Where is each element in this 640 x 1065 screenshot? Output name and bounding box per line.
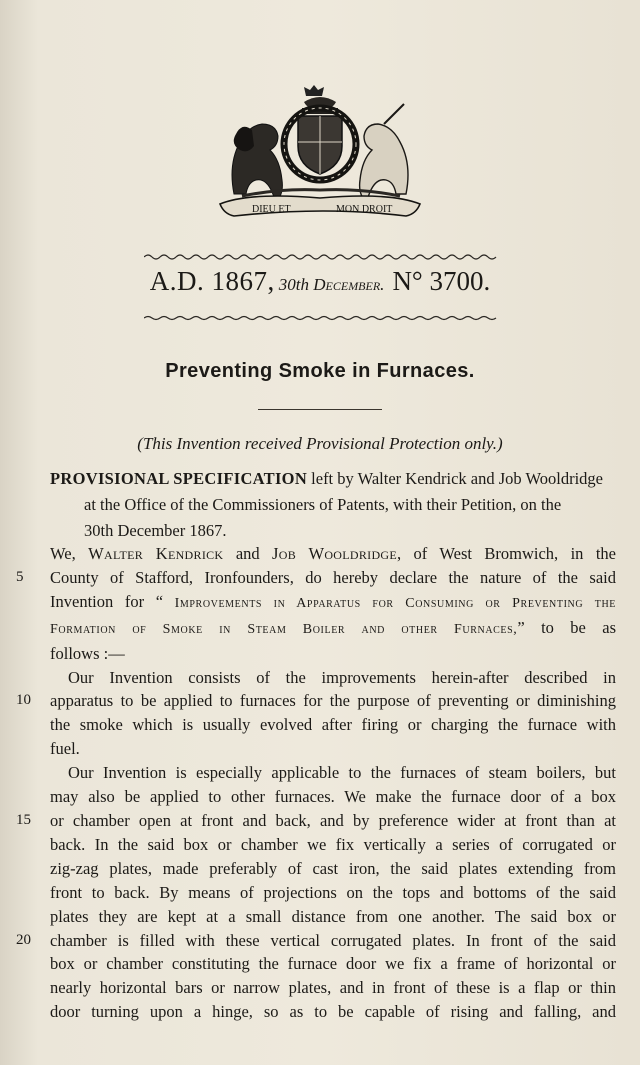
body-text: the smoke which is usually evolved after firing or charging the furnace with (50, 715, 616, 735)
body-text: Job Wooldridge (272, 544, 398, 563)
line-number: 20 (16, 931, 31, 948)
prov-line-2: at the Office of the Commissioners of Patents, with their Petition, on the (84, 495, 562, 514)
body-text: Walter Kendrick (88, 544, 224, 563)
motto-right: MON DROIT (336, 204, 393, 215)
body-line (50, 666, 616, 690)
body-line (50, 737, 616, 761)
body-line (50, 542, 616, 566)
body-text: or chamber open at front and back, and by preference wider at front than at (50, 810, 616, 830)
body-text: door turning upon a hinge, so as to be capable of rising and falling, and (50, 1002, 616, 1022)
body-line (50, 976, 616, 1000)
body-text: zig-zag plates, made preferably of cast iron, the said plates extending from (50, 858, 616, 878)
body-line (50, 905, 616, 929)
body-line (50, 761, 616, 785)
line-number: 15 (16, 811, 31, 828)
body-text: fuel. (50, 739, 80, 759)
body-line (16, 929, 616, 953)
body-line (16, 689, 616, 713)
header-bottom-rule (144, 314, 500, 322)
body-text: We, (50, 544, 89, 563)
prov-line-1-text: left by Walter Kendrick and Job Wooldridge (307, 469, 603, 488)
line-number: 5 (16, 568, 24, 585)
body-text: front to back. By means of projections on the tops and bottoms of the said (50, 882, 616, 902)
body-text: Formation of Smoke in Steam Boiler and other Furnaces, (50, 621, 518, 637)
body-text: Improvements in Apparatus for Consuming or Preventing the (174, 595, 616, 611)
provisional-specification-heading (50, 466, 616, 544)
body-text: ” to be as (517, 617, 616, 637)
prov-line-3: 30th December 1867. (84, 521, 227, 540)
body-text: and (223, 544, 273, 563)
body-text: nearly horizontal bars or narrow plates, and in front of these is a flap or thin (50, 978, 616, 998)
body-text: plates they are kept at a small distance from one another. The said box or (50, 906, 616, 926)
body-line (50, 1000, 616, 1024)
body-line (50, 642, 616, 666)
body-text: may also be applied to other furnaces. We make the furnace door of a box (50, 787, 616, 807)
date-month: December. (313, 275, 385, 294)
body-line (50, 833, 616, 857)
protection-note: (This Invention received Provisional Protection only.) (137, 434, 503, 453)
body-text: Invention for “ (50, 591, 175, 611)
body-line (50, 952, 616, 976)
date (279, 275, 385, 294)
header-top-rule (144, 253, 498, 261)
royal-coat-of-arms (212, 84, 428, 220)
line-number: 10 (16, 692, 31, 709)
motto-left: DIEU ET (252, 204, 291, 215)
body-text: back. In the said box or chamber we fix vertically a series of corrugated or (50, 834, 616, 854)
body-line (50, 881, 616, 905)
body-line (50, 857, 616, 881)
prov-lead: PROVISIONAL SPECIFICATION (50, 469, 308, 488)
body-line (16, 809, 616, 833)
body-text: box or chamber constituting the furnace door we fix a frame of horizontal or (50, 954, 616, 974)
body-text: chamber is filled with these vertical corrugated plates. In front of the said (50, 930, 616, 950)
body-text: apparatus to be applied to furnaces for the purpose of preventing or diminishing (50, 691, 616, 711)
specification-body (16, 542, 616, 1024)
prov-line-1 (50, 466, 616, 492)
body-line (50, 785, 616, 809)
year: A.D. 1867, (149, 266, 275, 296)
body-text: Our Invention consists of the improvements herein-after described in (68, 667, 616, 687)
body-line (16, 566, 616, 590)
patent-header (0, 266, 640, 297)
body-text: follows :— (50, 643, 125, 663)
body-text: Our Invention is especially applicable to the furnaces of steam boilers, but (68, 763, 616, 783)
document-title: Preventing Smoke in Furnaces. (165, 360, 475, 382)
body-text: , of West Bromwich, in the (397, 544, 616, 563)
title-divider (258, 409, 382, 410)
date-day: 30th (278, 275, 309, 294)
body-line (50, 590, 616, 616)
body-line (50, 616, 616, 642)
body-text: County of Stafford, Ironfounders, do hereby declare the nature of the said (50, 567, 616, 587)
patent-number: N° 3700. (392, 266, 491, 296)
body-line (50, 713, 616, 737)
